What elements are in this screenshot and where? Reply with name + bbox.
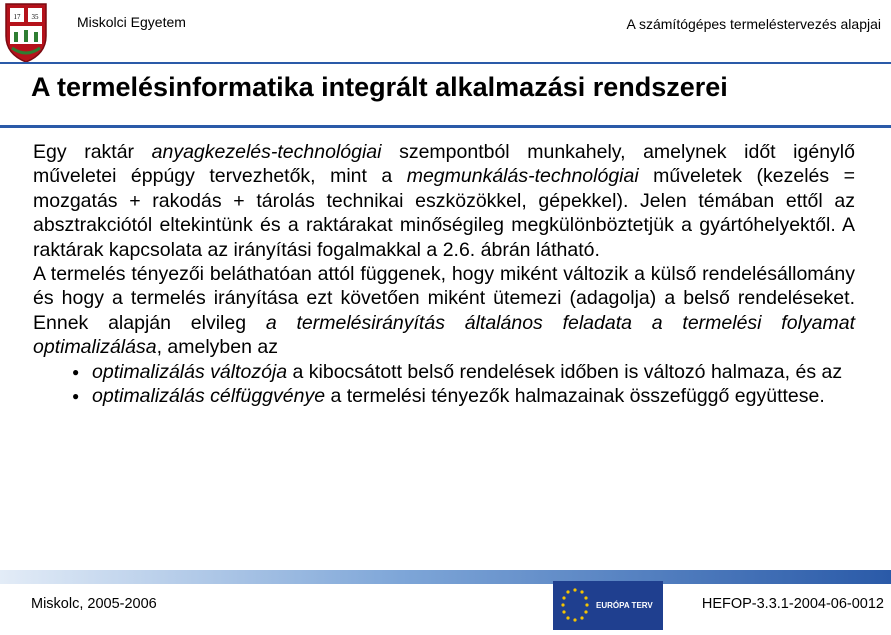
- footer-band: [0, 570, 891, 584]
- title-divider: [0, 125, 891, 128]
- paragraph-1-italic-b: megmunkálás-technológiai: [406, 165, 639, 188]
- europa-terv-logo-text: EURÓPA TERV: [596, 601, 653, 610]
- paragraph-1-text-c: műveletek (kezelés = mozgatás + rakodás + tárolás technikai eszközökkel, gépekkel). Jelen témában ettől az absztrakciótól eltekintünk és a raktárakat minőségileg megkülönböztetjük a gyártóhelyektől. A raktárak kapcsolata az irányítási fogalmakkal a 2.6. ábrán látható.: [33, 165, 855, 261]
- slide-body: [33, 140, 855, 408]
- bullet-item: [72, 384, 855, 408]
- bullet-item: [72, 360, 855, 384]
- bullet-item-italic: optimalizálás célfüggvénye: [92, 385, 326, 408]
- footer-location-years: Miskolc, 2005-2006: [31, 596, 157, 612]
- header-course-title: A számítógépes termeléstervezés alapjai: [626, 16, 881, 32]
- university-crest-logo: [4, 2, 48, 64]
- paragraph-1-text-a: Egy raktár: [33, 141, 152, 163]
- paragraph-2: [33, 262, 855, 360]
- bullet-item-italic: optimalizálás változója: [92, 360, 288, 383]
- paragraph-2-italic: a termelésirányítás általános feladata a termelési folyamat optimalizálása: [33, 311, 855, 359]
- bullet-list: [33, 360, 855, 409]
- paragraph-1-text-b: szempontból munkahely, amelynek időt igénylő műveletei éppúgy tervezhetők, mint a: [33, 141, 855, 188]
- bullet-icon: ●: [72, 364, 80, 379]
- paragraph-1: [33, 140, 855, 262]
- header-divider: [0, 62, 891, 64]
- crest-number-left: 17: [13, 13, 21, 21]
- bullet-item-text: a termelési tényezők halmazainak összefüggő együttese.: [325, 385, 825, 408]
- footer-project-code: HEFOP-3.3.1-2004-06-0012: [701, 596, 884, 612]
- crest-number-right: 35: [31, 13, 39, 21]
- header-university: Miskolci Egyetem: [77, 14, 186, 30]
- bullet-item-text: a kibocsátott belső rendelések időben is változó halmaza, és az: [287, 360, 843, 383]
- slide-title: A termelésinformatika integrált alkalmazási rendszerei: [31, 72, 728, 102]
- bullet-icon: ●: [72, 389, 80, 404]
- paragraph-2-text-b: , amelyben az: [156, 336, 278, 359]
- europa-terv-logo: [553, 581, 663, 630]
- paragraph-2-text-a: A termelés tényezői beláthatóan attól függenek, hogy miként változik a külső rendelésállomány és hogy a termelés irányítása ezt követően miként ütemezi (adagolja) a belső rendeléseket. Ennek alapján elvileg: [33, 263, 855, 334]
- paragraph-1-italic-a: anyagkezelés-technológiai: [151, 141, 382, 163]
